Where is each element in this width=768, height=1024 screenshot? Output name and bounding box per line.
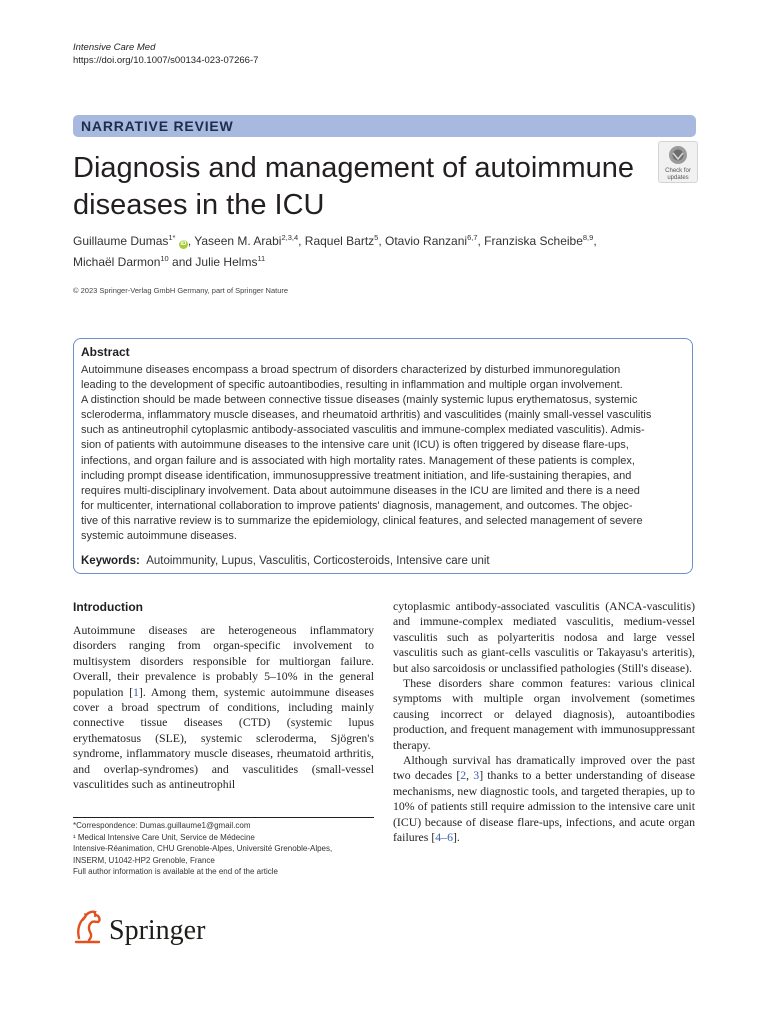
author-affiliation-sup: 5	[374, 233, 379, 242]
keywords-label: Keywords:	[81, 555, 140, 567]
author-name[interactable]: Julie Helms	[195, 255, 258, 269]
body-paragraph: Autoimmune diseases are heterogeneous inflammatory disorders ranging from organ-specific involvement to multisystem disorders responsible for multiorgan failure. Overall, their prevalence is probably 5–10% in the general population [1]. Among them, systemic autoimmune diseases cover a broad spectrum of conditions, including mainly connective tissue diseases (CTD) (systemic lupus erythematosus (SLE), systemic scleroderma, Sjögren's syndrome, inflammatory muscle diseases, rheumatoid arthritis, and overlap-syndromes) and vasculitides (small-vessel vasculitides such as antineutrophil	[73, 623, 374, 792]
article-type-label: NARRATIVE REVIEW	[81, 118, 234, 134]
journal-name: Intensive Care Med	[73, 42, 156, 53]
publisher-name: Springer	[109, 915, 206, 946]
author-affiliation-sup: 6,7	[467, 233, 478, 242]
author-affiliation-sup: 1*	[168, 233, 176, 242]
author-name[interactable]: Guillaume Dumas	[73, 234, 169, 248]
author-affiliation-sup: 11	[257, 254, 266, 263]
article-title: Diagnosis and management of autoimmune diseases in the ICU	[73, 152, 634, 221]
crossmark-line1: Check for	[665, 168, 691, 174]
keywords-line	[81, 555, 490, 567]
footnote-divider	[73, 817, 374, 818]
footnote-line: ¹ Medical Intensive Care Unit, Service de Médecine	[73, 832, 255, 842]
check-for-updates-badge[interactable]	[658, 141, 698, 183]
abstract-text	[81, 363, 681, 544]
abstract-line: scleroderma, inflammatory muscle diseases, and rheumatoid arthritis) and vasculitides (mainly small-vessel vasculitis	[81, 409, 652, 422]
citation-link[interactable]: 3	[473, 768, 480, 783]
citation-link[interactable]: 1	[133, 684, 139, 699]
abstract-line: for multicenter, international collaboration to improve patients' diagnosis, management, and outcomes. The objec-	[81, 499, 633, 512]
footnote-line: *Correspondence: Dumas.guillaume1@gmail.com	[73, 821, 251, 830]
abstract-heading: Abstract	[81, 345, 130, 359]
orcid-icon[interactable]: iD	[180, 241, 187, 247]
springer-logo	[73, 908, 218, 950]
article-type-banner	[73, 115, 696, 137]
body-paragraph: Although survival has dramatically improved over the past two decades [2, 3] thanks to a better understanding of disease mechanisms, new diagnostic tools, and targeted therapies, up to 10% of patients still require admission to the intensive care unit (ICU) because of disease flare-ups, infections, and acute organ failures [4–6].	[393, 753, 695, 845]
footnote-line: Intensive-Réanimation, CHU Grenoble-Alpes, Université Grenoble-Alpes,	[73, 844, 333, 854]
doi-link[interactable]: https://doi.org/10.1007/s00134-023-07266-7	[73, 55, 259, 66]
author-affiliation-sup: 2,3,4	[281, 233, 299, 242]
body-paragraph: These disorders share common features: various clinical symptoms with multiple organ involvement (sometimes causing incorrect or delayed diagnosis), autoantibodies production, and frequent management with immunosuppressant therapy.	[393, 676, 695, 752]
author-name[interactable]: Franziska Scheibe	[484, 234, 583, 248]
abstract-line: requires multi-disciplinary involvement. Data about autoimmune diseases in the ICU are limited and there is a need	[81, 484, 640, 497]
author-name[interactable]: Otavio Ranzani	[385, 234, 468, 248]
author-affiliation-sup: 10	[160, 254, 169, 263]
copyright-line: © 2023 Springer-Verlag GmbH Germany, part of Springer Nature	[73, 286, 289, 295]
author-name[interactable]: Yaseen M. Arabi	[194, 234, 282, 248]
abstract-line: leading to the development of specific autoantibodies, resulting in inflammation and multiple organ involvement.	[81, 379, 623, 392]
author-name[interactable]: Raquel Bartz	[304, 234, 375, 248]
keywords-list: Autoimmunity, Lupus, Vasculitis, Corticosteroids, Intensive care unit	[146, 555, 490, 567]
author-name[interactable]: Michaël Darmon	[73, 255, 161, 269]
author-list: Guillaume Dumas$^{1*}$ iD , Yaseen M. Arabi$^{2,3,4}$, Raquel Bartz$^5$, Otavio Ranzani$^{6,7}$, Franziska Scheibe$^{8,9}$, Michaël Darmon$^{10}$ and Julie Helms$^{11}$	[73, 233, 597, 269]
body-column-left	[73, 623, 374, 792]
abstract-line: sion of patients with autoimmune diseases to the intensive care unit (ICU) is often triggered by disease flare-ups,	[81, 439, 629, 452]
abstract-line: including prompt disease identification, immunosuppressive treatment initiation, and life-sustaining therapies, and	[81, 469, 632, 482]
body-paragraph: cytoplasmic antibody-associated vasculitis (ANCA-vasculitis) and immune-complex mediated vasculitis, medium-vessel vasculitis such as polyarteritis nodosa and large vessel vasculitis such as giant-cells vasculitis or Takayasu's arteritis), but also sarcoidosis or unclassified pathologies (Still's disease).	[393, 599, 695, 675]
abstract-line: systemic autoimmune diseases.	[81, 530, 237, 543]
citation-link[interactable]: 2	[460, 768, 467, 783]
body-column-right	[393, 599, 695, 846]
author-affiliation-sup: 8,9	[582, 233, 594, 242]
footnotes	[73, 820, 383, 878]
introduction-heading: Introduction	[73, 600, 143, 614]
abstract-line: Autoimmune diseases encompass a broad spectrum of disorders characterized by disturbed immunoregulation	[81, 364, 621, 376]
abstract-line: infections, and organ failure and is associated with high mortality rates. Management of these patients is complex,	[81, 454, 635, 467]
footnote-line: INSERM, U1042-HP2 Grenoble, France	[73, 855, 215, 865]
crossmark-line2: updates	[667, 175, 689, 181]
crossmark-icon	[659, 142, 697, 182]
springer-horse-icon	[73, 908, 105, 946]
footnote-line: Full author information is available at the end of the article	[73, 867, 279, 877]
abstract-line: tive of this narrative review is to summarize the epidemiology, clinical features, and selected management of severe	[81, 514, 643, 527]
abstract-line: such as antineutrophil cytoplasmic antibody-associated vasculitis and immune-complex mediated vasculitis). Admis-	[81, 424, 645, 437]
abstract-line: A distinction should be made between connective tissue diseases (mainly systemic lupus erythematosus, systemic	[81, 394, 638, 407]
citation-link[interactable]: 4–6	[435, 830, 453, 845]
abstract-box	[73, 338, 693, 574]
